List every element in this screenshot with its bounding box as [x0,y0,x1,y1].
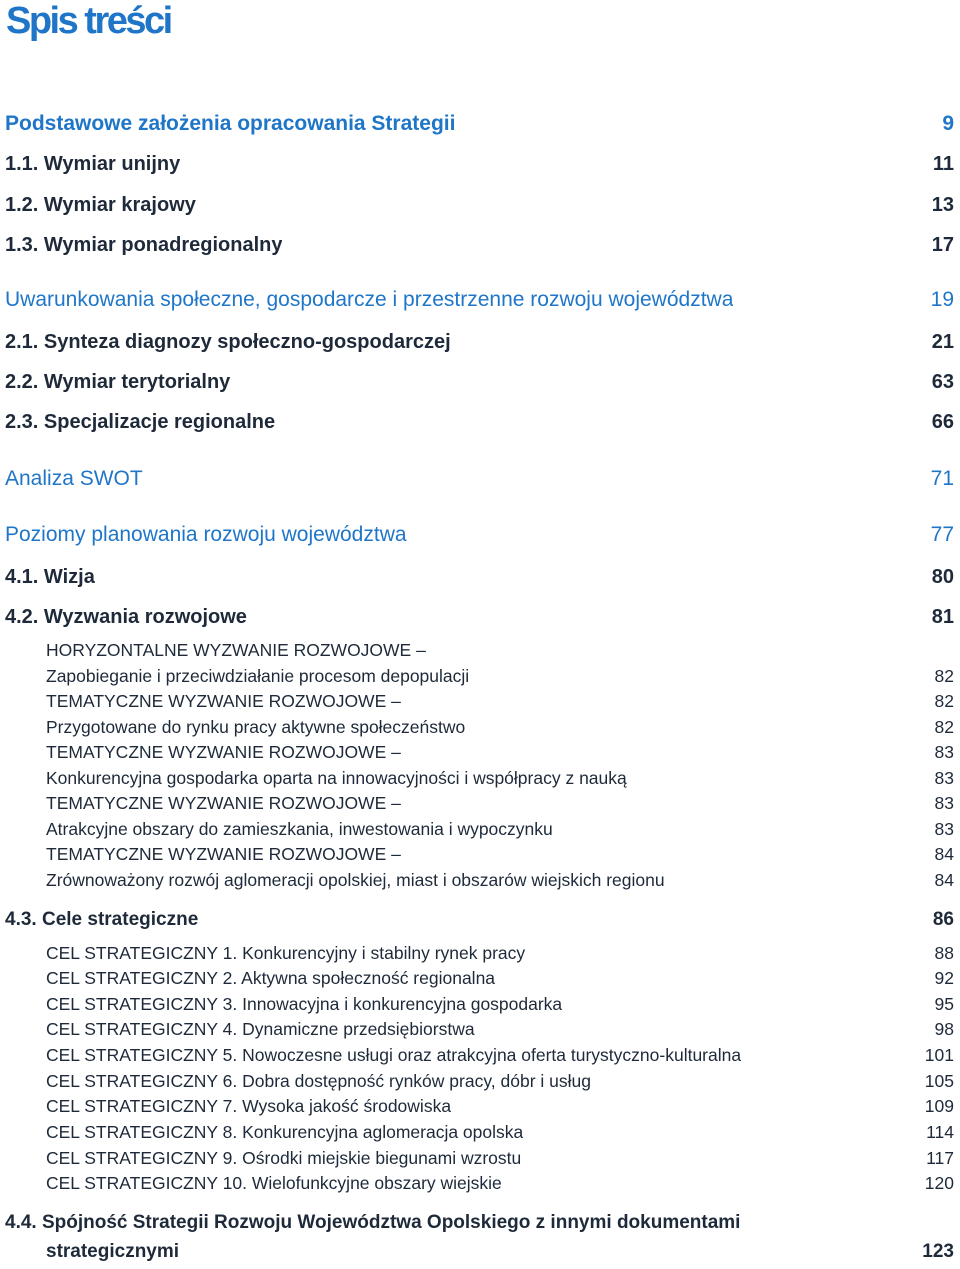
toc-entry-label: 4.4. Spójność Strategii Rozwoju Województwa Opolskiego z innymi dokumentami [5,1212,741,1233]
toc-entry-page: 109 [924,1096,954,1116]
toc-subentry[interactable] [46,1173,954,1194]
toc-entry-page: 17 [931,234,954,256]
toc-entry-2-3[interactable] [5,411,954,434]
toc-entry-chapter-2[interactable] [5,288,954,312]
toc-entry-page: 88 [934,943,954,963]
toc-entry-page: 86 [932,909,954,930]
toc-subentry[interactable] [46,742,954,763]
toc-entry-page: 11 [932,153,954,175]
toc-subentry[interactable] [46,640,954,661]
toc-entry-label: TEMATYCZNE WYZWANIE ROZWOJOWE – [46,742,401,762]
toc-entry-4-2[interactable] [5,606,954,629]
toc-entry-page: 83 [934,768,954,788]
toc-entry-label: strategicznymi [46,1241,180,1262]
toc-entry-page: 98 [934,1019,954,1039]
toc-entry-page: 123 [922,1241,954,1262]
toc-subentry[interactable] [46,717,954,738]
toc-entry-label: CEL STRATEGICZNY 10. Wielofunkcyjne obszary wiejskie [46,1173,502,1193]
toc-entry-page: 13 [931,194,954,216]
toc-subentry[interactable] [46,691,954,712]
toc-entry-page: 71 [930,467,954,490]
toc-entry-label: Poziomy planowania rozwoju województwa [5,523,407,546]
toc-entry-page: 9 [942,112,954,135]
toc-entry-page: 21 [931,331,954,353]
toc-entry-label: HORYZONTALNE WYZWANIE ROZWOJOWE – [46,640,426,660]
toc-subentry[interactable] [46,1019,954,1040]
toc-entry-page: 117 [926,1148,954,1168]
toc-entry-label: 2.1. Synteza diagnozy społeczno-gospodarczej [5,331,451,353]
toc-entry-label: 2.2. Wymiar terytorialny [5,371,231,393]
toc-entry-2-1[interactable] [5,331,954,354]
toc-entry-label: CEL STRATEGICZNY 3. Innowacyjna i konkurencyjna gospodarka [46,994,563,1014]
toc-entry-label: 4.3. Cele strategiczne [5,909,199,930]
toc-entry-1-1[interactable] [5,153,954,176]
toc-subentry[interactable] [46,1045,954,1066]
toc-subentry[interactable] [46,768,954,789]
toc-entry-label: TEMATYCZNE WYZWANIE ROZWOJOWE – [46,691,401,711]
toc-entry-label: 1.2. Wymiar krajowy [5,194,196,216]
page-title: Spis treści [6,0,171,42]
toc-entry-4-1[interactable] [5,566,954,589]
toc-entry-label: CEL STRATEGICZNY 4. Dynamiczne przedsiębiorstwa [46,1019,475,1039]
toc-entry-page: 95 [934,994,954,1014]
toc-subentry[interactable] [46,1148,954,1169]
toc-entry-label: Atrakcyjne obszary do zamieszkania, inwestowania i wypoczynku [46,819,553,839]
toc-entry-page: 80 [931,566,954,588]
toc-entry-page: 81 [931,606,954,628]
toc-entry-label: Zapobieganie i przeciwdziałanie procesom depopulacji [46,666,470,686]
toc-entry-4-4-continuation[interactable] [46,1241,954,1263]
toc-entry-page: 105 [924,1071,954,1091]
toc-entry-label: CEL STRATEGICZNY 5. Nowoczesne usługi oraz atrakcyjna oferta turystyczno-kulturalna [46,1045,742,1065]
toc-entry-1-2[interactable] [5,194,954,217]
toc-subentry[interactable] [46,1122,954,1143]
toc-entry-label: CEL STRATEGICZNY 9. Ośrodki miejskie biegunami wzrostu [46,1148,522,1168]
toc-entry-label: 1.1. Wymiar unijny [5,153,181,175]
toc-entry-page: 82 [934,717,954,737]
toc-entry-page: 84 [934,844,954,864]
toc-entry-1-3[interactable] [5,234,954,257]
toc-entry-label: Podstawowe założenia opracowania Strategii [5,112,456,135]
toc-subentry[interactable] [46,819,954,840]
toc-entry-label: TEMATYCZNE WYZWANIE ROZWOJOWE – [46,844,401,864]
toc-entry-page: 84 [934,870,954,890]
toc-entry-chapter-4[interactable] [5,523,954,547]
toc-entry-label: 2.3. Specjalizacje regionalne [5,411,276,433]
toc-entry-label: Zrównoważony rozwój aglomeracji opolskiej, miast i obszarów wiejskich regionu [46,870,665,890]
toc-entry-page: 82 [934,666,954,686]
toc-entry-page: 66 [931,411,954,433]
toc-entry-label: 4.1. Wizja [5,566,95,588]
toc-entry-label: 4.2. Wyzwania rozwojowe [5,606,247,628]
toc-entry-page: 83 [934,742,954,762]
toc-subentry[interactable] [46,870,954,891]
toc-entry-label: CEL STRATEGICZNY 2. Aktywna społeczność regionalna [46,968,496,988]
toc-entry-page: 63 [931,371,954,393]
toc-subentry[interactable] [46,666,954,687]
toc-subentry[interactable] [46,1071,954,1092]
toc-entry-chapter-1[interactable] [5,112,954,136]
toc-entry-label: Uwarunkowania społeczne, gospodarcze i przestrzenne rozwoju województwa [5,288,734,311]
toc-entry-label: CEL STRATEGICZNY 1. Konkurencyjny i stabilny rynek pracy [46,943,526,963]
toc-subentry[interactable] [46,943,954,964]
toc-subentry[interactable] [46,968,954,989]
toc-entry-page: 83 [934,793,954,813]
toc-entry-4-3[interactable] [5,909,954,931]
toc-entry-4-4[interactable] [5,1212,954,1234]
toc-entry-page: 82 [934,691,954,711]
toc-entry-page: 92 [934,968,954,988]
toc-entry-label: Przygotowane do rynku pracy aktywne społeczeństwo [46,717,466,737]
toc-entry-label: TEMATYCZNE WYZWANIE ROZWOJOWE – [46,793,401,813]
toc-entry-page: 83 [934,819,954,839]
toc-entry-label: CEL STRATEGICZNY 7. Wysoka jakość środowiska [46,1096,452,1116]
toc-entry-label: CEL STRATEGICZNY 6. Dobra dostępność rynków pracy, dóbr i usług [46,1071,591,1091]
toc-subentry[interactable] [46,793,954,814]
toc-subentry[interactable] [46,994,954,1015]
toc-entry-label: Konkurencyjna gospodarka oparta na innowacyjności i współpracy z nauką [46,768,627,788]
toc-entry-page: 114 [926,1122,954,1142]
toc-entry-page: 120 [924,1173,954,1193]
toc-entry-page: 101 [924,1045,954,1065]
toc-entry-chapter-3[interactable] [5,467,954,491]
toc-entry-page: 77 [930,523,954,546]
toc-entry-label: Analiza SWOT [5,467,143,490]
toc-entry-page: 19 [930,288,954,311]
toc-subentry[interactable] [46,844,954,865]
toc-entry-2-2[interactable] [5,371,954,394]
toc-subentry[interactable] [46,1096,954,1117]
toc-entry-label: 1.3. Wymiar ponadregionalny [5,234,283,256]
toc-entry-label: CEL STRATEGICZNY 8. Konkurencyjna aglomeracja opolska [46,1122,524,1142]
